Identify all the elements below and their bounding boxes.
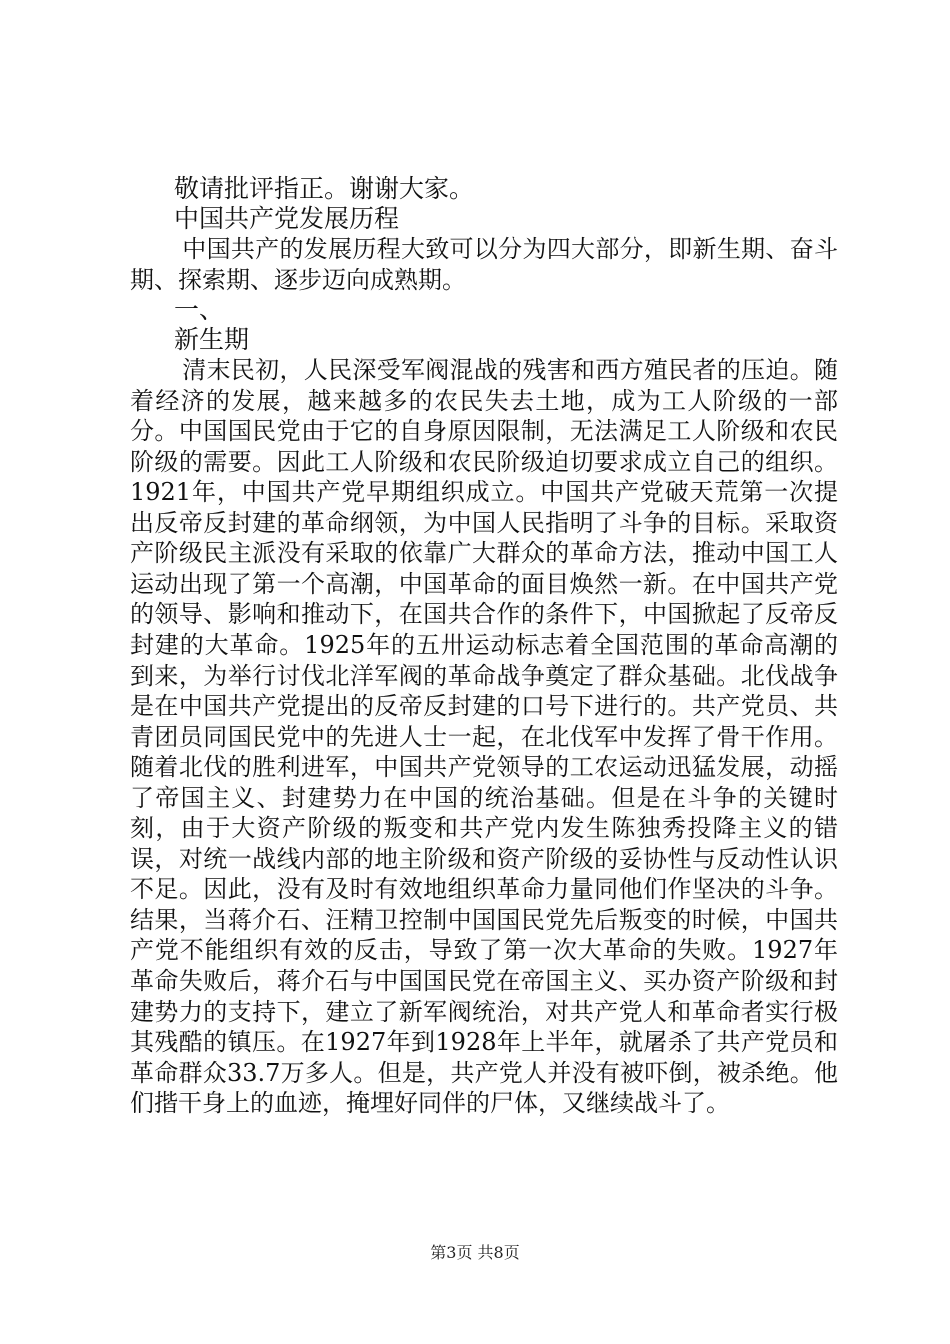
body-paragraph: 清末民初，人民深受军阀混战的残害和西方殖民者的压迫。随着经济的发展，越来越多的农民失去土地，成为工人阶级的一部分。中国国民党由于它的自身原因限制，无法满足工人阶级和农民阶级的需要。因此工人阶级和农民阶级迫切要求成立自己的组织。1921年，中国共产党早期组织成立。中国共产党破天荒第一次提出反帝反封建的革命纲领，为中国人民指明了斗争的目标。采取资产阶级民主派没有采取的依靠广大群众的革命方法，推动中国工人运动出现了第一个高潮，中国革命的面目焕然一新。在中国共产党的领导、影响和推动下，在国共合作的条件下，中国掀起了反帝反封建的大革命。1925年的五卅运动标志着全国范围的革命高潮的到来，为举行讨伐北洋军阀的革命战争奠定了群众基础。北伐战争是在中国共产党提出的反帝反封建的口号下进行的。共产党员、共青团员同国民党中的先进人士一起，在北伐军中发挥了骨干作用。随着北伐的胜利进军，中国共产党领导的工农运动迅猛发展，动摇了帝国主义、封建势力在中国的统治基础。但是在斗争的关键时刻，由于大资产阶级的叛变和共产党内发生陈独秀投降主义的错误，对统一战线内部的地主阶级和资产阶级的妥协性与反动性认识不足。因此，没有及时有效地组织革命力量同他们作坚决的斗争。结果，当蒋介石、汪精卫控制中国国民党先后叛变的时候，中国共产党不能组织有效的反击，导致了第一次大革命的失败。1927年革命失败后，蒋介石与中国国民党在帝国主义、买办资产阶级和封建势力的支持下，建立了新军阀统治，对共产党人和革命者实行极其残酷的镇压。在1927年到1928年上半年，就屠杀了共产党员和革命群众33.7万多人。但是，共产党人并没有被吓倒，被杀绝。他们揩干身上的血迹，掩埋好同伴的尸体，又继续战斗了。 xyxy=(130,356,838,1118)
section-heading: 中国共产党发展历程 xyxy=(174,204,400,233)
section-title: 新生期 xyxy=(174,325,250,355)
closing-line: 敬请批评指正。谢谢大家。 xyxy=(174,174,475,203)
intro-paragraph: 中国共产的发展历程大致可以分为四大部分，即新生期、奋斗期、探索期、逐步迈向成熟期。 xyxy=(130,235,838,294)
page-footer: 第3页 共8页 xyxy=(430,1243,520,1262)
document-body xyxy=(130,174,838,1119)
section-number: 一、 xyxy=(174,295,225,325)
